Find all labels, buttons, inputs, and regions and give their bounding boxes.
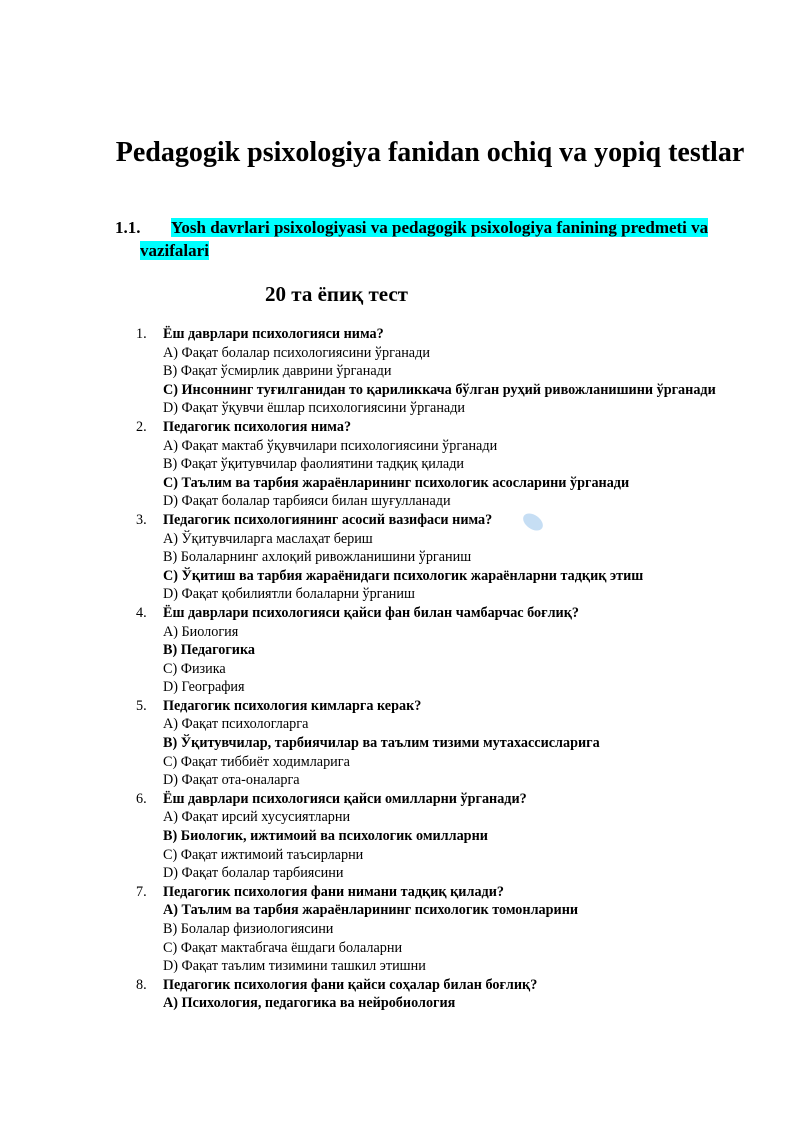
question-text: Педагогик психология фани нимани тадқиқ қилади? [163,883,504,900]
question-number: 3. [136,511,147,528]
correct-option: B) Педагогика [163,642,256,659]
answer-option: C) Фақат тиббиёт ходимларига [163,753,350,770]
answer-option: D) Фақат болалар тарбиясини [163,865,344,882]
answer-option: B) Болаларнинг ахлоқий ривожланишини ўрганиш [163,549,472,566]
section-number: 1.1. [115,218,141,237]
document-title: Pedagogik psixologiya fanidan ochiq va yopiq testlar [115,137,745,168]
correct-option: C) Таълим ва тарбия жараёнларининг психологик асосларини ўрганади [163,474,630,491]
question-item [136,418,736,511]
question-text: Ёш даврлари психологияси қайси фан билан чамбарчас боғлиқ? [163,604,579,621]
answer-option: D) География [163,679,245,696]
answer-option: B) Фақат ўсмирлик даврини ўрганади [163,363,392,380]
answer-option: A) Фақат ирсий хусусиятларни [163,809,351,826]
section-title: Yosh davrlari psixologiyasi va pedagogik psixologiya fanining predmeti va vazifalari [140,218,709,260]
correct-option: A) Психология, педагогика ва нейробиология [163,995,456,1012]
question-text: Ёш даврлари психологияси нима? [163,326,384,342]
question-number: 7. [136,883,147,900]
answer-option: C) Фақат мактабгача ёшдаги болаларни [163,939,403,956]
question-number: 4. [136,604,147,621]
question-text: Ёш даврлари психологияси қайси омилларни ўрганади? [163,790,527,807]
test-subtitle: 20 та ёпиқ тест [265,282,408,306]
answer-option: C) Фақат ижтимоий таъсирларни [163,846,364,863]
question-number: 8. [136,976,147,993]
answer-option: D) Фақат таълим тизимини ташкил этишни [163,958,426,975]
question-item [136,325,736,418]
question-number: 5. [136,697,147,714]
question-text: Педагогик психология нима? [163,418,352,435]
question-number: 1. [136,326,147,342]
answer-option: D) Фақат ота-оналарга [163,772,300,789]
correct-option: B) Ўқитувчилар, тарбиячилар ва таълим тизими мутахассисларига [163,735,600,752]
question-number: 6. [136,790,147,807]
question-text: Педагогик психологиянинг асосий вазифаси нима? [163,511,493,528]
correct-option: A) Таълим ва тарбия жараёнларининг психологик томонларини [163,902,579,919]
answer-option: A) Ўқитувчиларга маслаҳат бериш [163,530,373,547]
answer-option: B) Болалар физиологиясини [163,921,334,937]
question-item [136,511,736,604]
correct-option: B) Биологик, ижтимоий ва психологик омилларни [163,828,488,845]
correct-option: C) Ўқитиш ва тарбия жараёнидаги психологик жараёнларни тадқиқ этиш [163,567,644,584]
question-text: Педагогик психология кимларга керак? [163,697,422,714]
answer-option: D) Фақат ўқувчи ёшлар психологиясини ўрганади [163,400,466,417]
answer-option: B) Фақат ўқитувчилар фаолиятини тадқиқ қилади [163,456,465,473]
question-text: Педагогик психология фани қайси соҳалар билан боғлиқ? [163,976,538,993]
answer-option: D) Фақат болалар тарбияси билан шуғулланади [163,493,451,510]
section-heading [115,216,715,262]
question-item [136,790,736,883]
question-item [136,883,736,976]
correct-option: C) Инсоннинг туғилганидан то қариликкача бўлган руҳий ривожланишини ўрганади [163,381,716,398]
question-item [136,697,736,790]
question-list [136,325,736,1013]
question-item [136,604,736,697]
answer-option: A) Фақат психологларга [163,716,309,733]
answer-option: A) Фақат мактаб ўқувчилари психологиясини ўрганади [163,437,498,454]
answer-option: A) Биология [163,623,239,640]
question-number: 2. [136,418,147,435]
answer-option: C) Физика [163,660,226,677]
question-item [136,976,736,1013]
answer-option: D) Фақат қобилиятли болаларни ўрганиш [163,586,415,603]
answer-option: A) Фақат болалар психологиясини ўрганади [163,344,430,361]
